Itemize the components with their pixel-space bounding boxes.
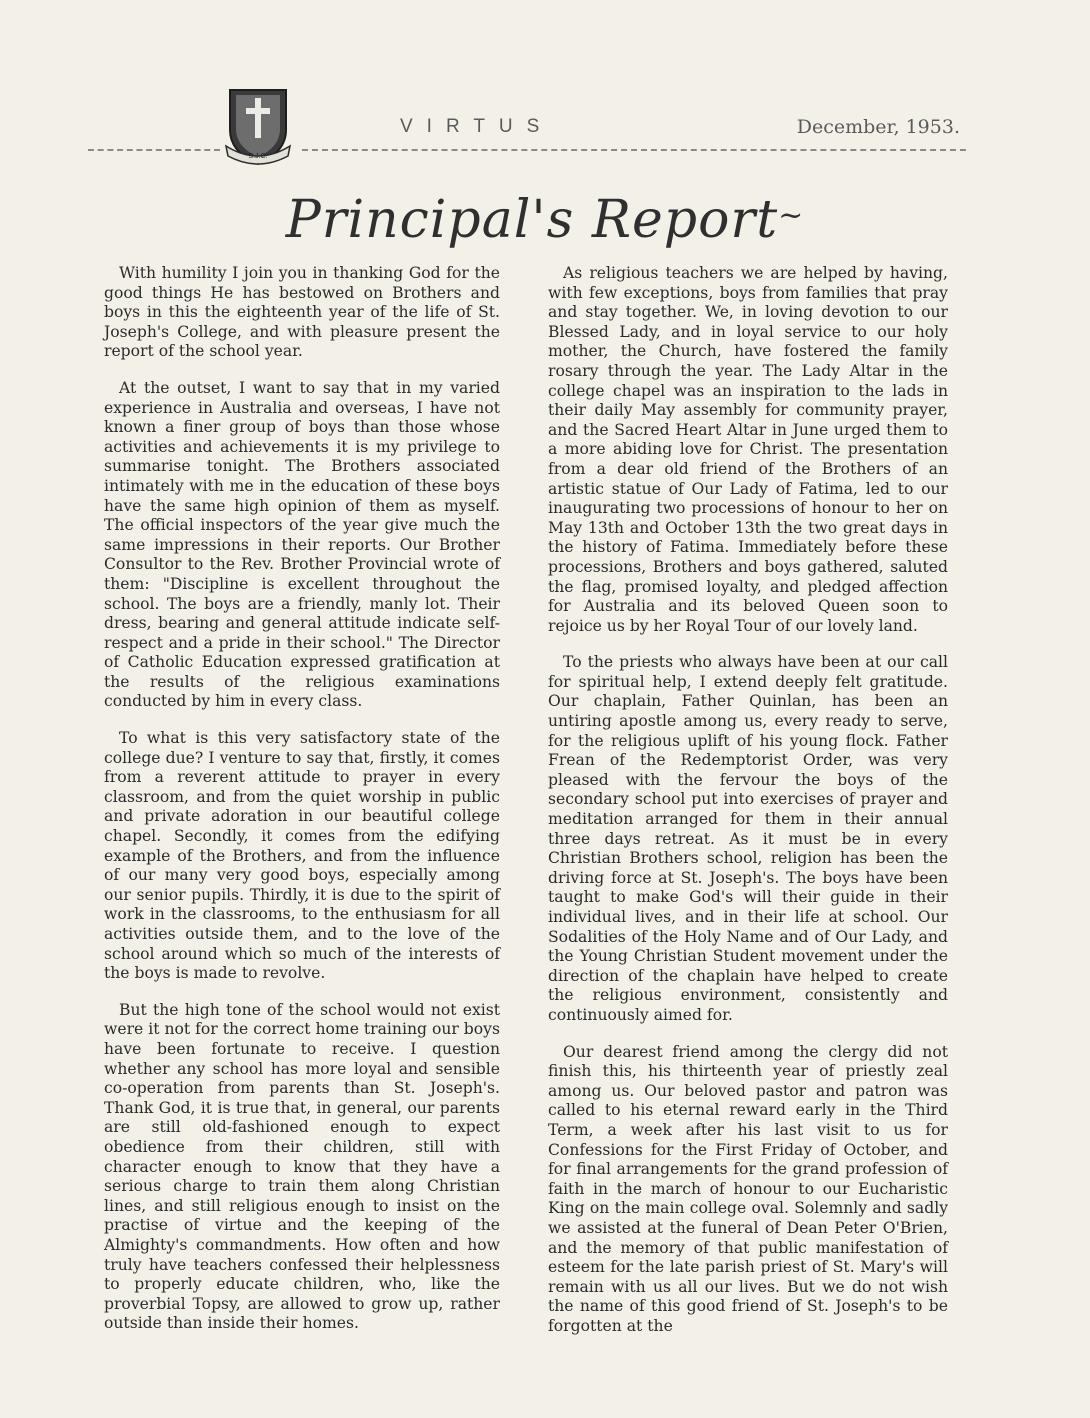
header-rule-right xyxy=(302,149,966,151)
paragraph: As religious teachers we are helped by having, with few exceptions, boys from families that pray and stay together. We, in loving devotion to our Blessed Lady, and in loyal service to our holy mother, the Church, have fostered the family rosary through the year. The Lady Altar in the college chapel was an inspiration to the lads in their daily May assembly for community prayer, and the Sacred Heart Altar in June urged them to a more abiding love for Christ. The presentation from a dear old friend of the Brothers of an artistic statue of Our Lady of Fatima, led to our inaugurating two processions of honour to her on May 13th and October 13th the two great days in the history of Fatima. Immediately before these processions, Brothers and boys gathered, saluted the flag, promised loyalty, and pledged affection for Australia and its beloved Queen soon to rejoice us by her Royal Tour of our lovely land. xyxy=(548,264,948,635)
running-header xyxy=(0,80,1090,170)
paragraph: Our dearest friend among the clergy did not finish this, his thirteenth year of priestly zeal among us. Our beloved pastor and patron was called to his eternal reward early in the Third Term, a week after his last visit to us for Confessions for the First Friday of October, and for final arrangements for the grand profession of faith in the march of honour to our Eucharistic King on the main college oval. Solemnly and sadly we assisted at the funeral of Dean Peter O'Brien, and the memory of that public manifestation of esteem for the late parish priest of St. Mary's will remain with us all our lives. But we do not wish the name of this good friend of St. Joseph's to be forgotten at the xyxy=(548,1042,948,1335)
issue-date: December, 1953. xyxy=(796,116,960,138)
left-column xyxy=(104,264,500,1351)
crest-lettering: S.J.C. xyxy=(248,153,268,160)
paragraph: With humility I join you in thanking God for the good things He has bestowed on Brothers and boys in this the eighteenth year of the life of St. Joseph's College, and with pleasure present the report of the school year. xyxy=(104,264,500,361)
header-rule-left xyxy=(88,149,220,151)
paragraph: To the priests who always have been at our call for spiritual help, I extend deeply felt gratitude. Our chaplain, Father Quinlan, has been an untiring apostle among us, every ready to serve, for the religious uplift of his young flock. Father Frean of the Redemptorist Order, was very pleased with the fervour the boys of the secondary school put into exercises of prayer and meditation arranged for them in their annual three days retreat. As it must be in every Christian Brothers school, religion has been the driving force at St. Joseph's. The boys have been taught to make God's will their guide in their individual lives, and in their life at school. Our Sodalities of the Holy Name and of Our Lady, and the Young Christian Student movement under the direction of the chaplain have helped to create the religious environment, consistently and continuously aimed for. xyxy=(548,653,948,1024)
paragraph: But the high tone of the school would not exist were it not for the correct home training our boys have been fortunate to receive. I question whether any school has more loyal and sensible co-operation from parents than St. Joseph's. Thank God, it is true that, in general, our parents are still old-fashioned enough to expect obedience from their children, still with character enough to know that they have a serious charge to train them along Christian lines, and still religious enough to insist on the practise of virtue and the keeping of the Almighty's commandments. How often and how truly have teachers confessed their helplessness to properly educate children, who, like the proverbial Topsy, are allowed to grow up, rather outside than inside their homes. xyxy=(104,1000,500,1333)
paragraph: To what is this very satisfactory state of the college due? I venture to say that, firstly, it comes from a reverent attitude to prayer in every classroom, and from the quiet worship in public and private adoration in our beautiful college chapel. Secondly, it comes from the edifying example of the Brothers, and from the influence of our many very good boys, especially among our senior pupils. Thirdly, it is due to the spirit of work in the classrooms, to the enthusiasm for all activities outside them, and to the love of the school around which so much of the interests of the boys is made to revolve. xyxy=(104,729,500,983)
article-title-text: Principal's Report xyxy=(285,190,779,250)
right-column xyxy=(548,264,948,1353)
article-title xyxy=(0,190,1090,250)
publication-title: VIRTUS xyxy=(400,116,554,137)
title-flourish: ~ xyxy=(778,198,805,233)
college-crest-icon xyxy=(222,86,294,166)
paragraph: At the outset, I want to say that in my varied experience in Australia and overseas, I have not known a finer group of boys than those whose activities and achievements it is my privilege to summarise tonight. The Brothers associated intimately with me in the education of these boys have the same high opinion of them as myself. The official inspectors of the year give much the same impressions in their reports. Our Brother Consultor to the Rev. Brother Provincial wrote of them: "Discipline is excellent throughout the school. The boys are a friendly, manly lot. Their dress, bearing and general attitude indicate self-respect and a pride in their school." The Director of Catholic Education expressed gratification at the results of the religious examinations conducted by him in every class. xyxy=(104,378,500,711)
